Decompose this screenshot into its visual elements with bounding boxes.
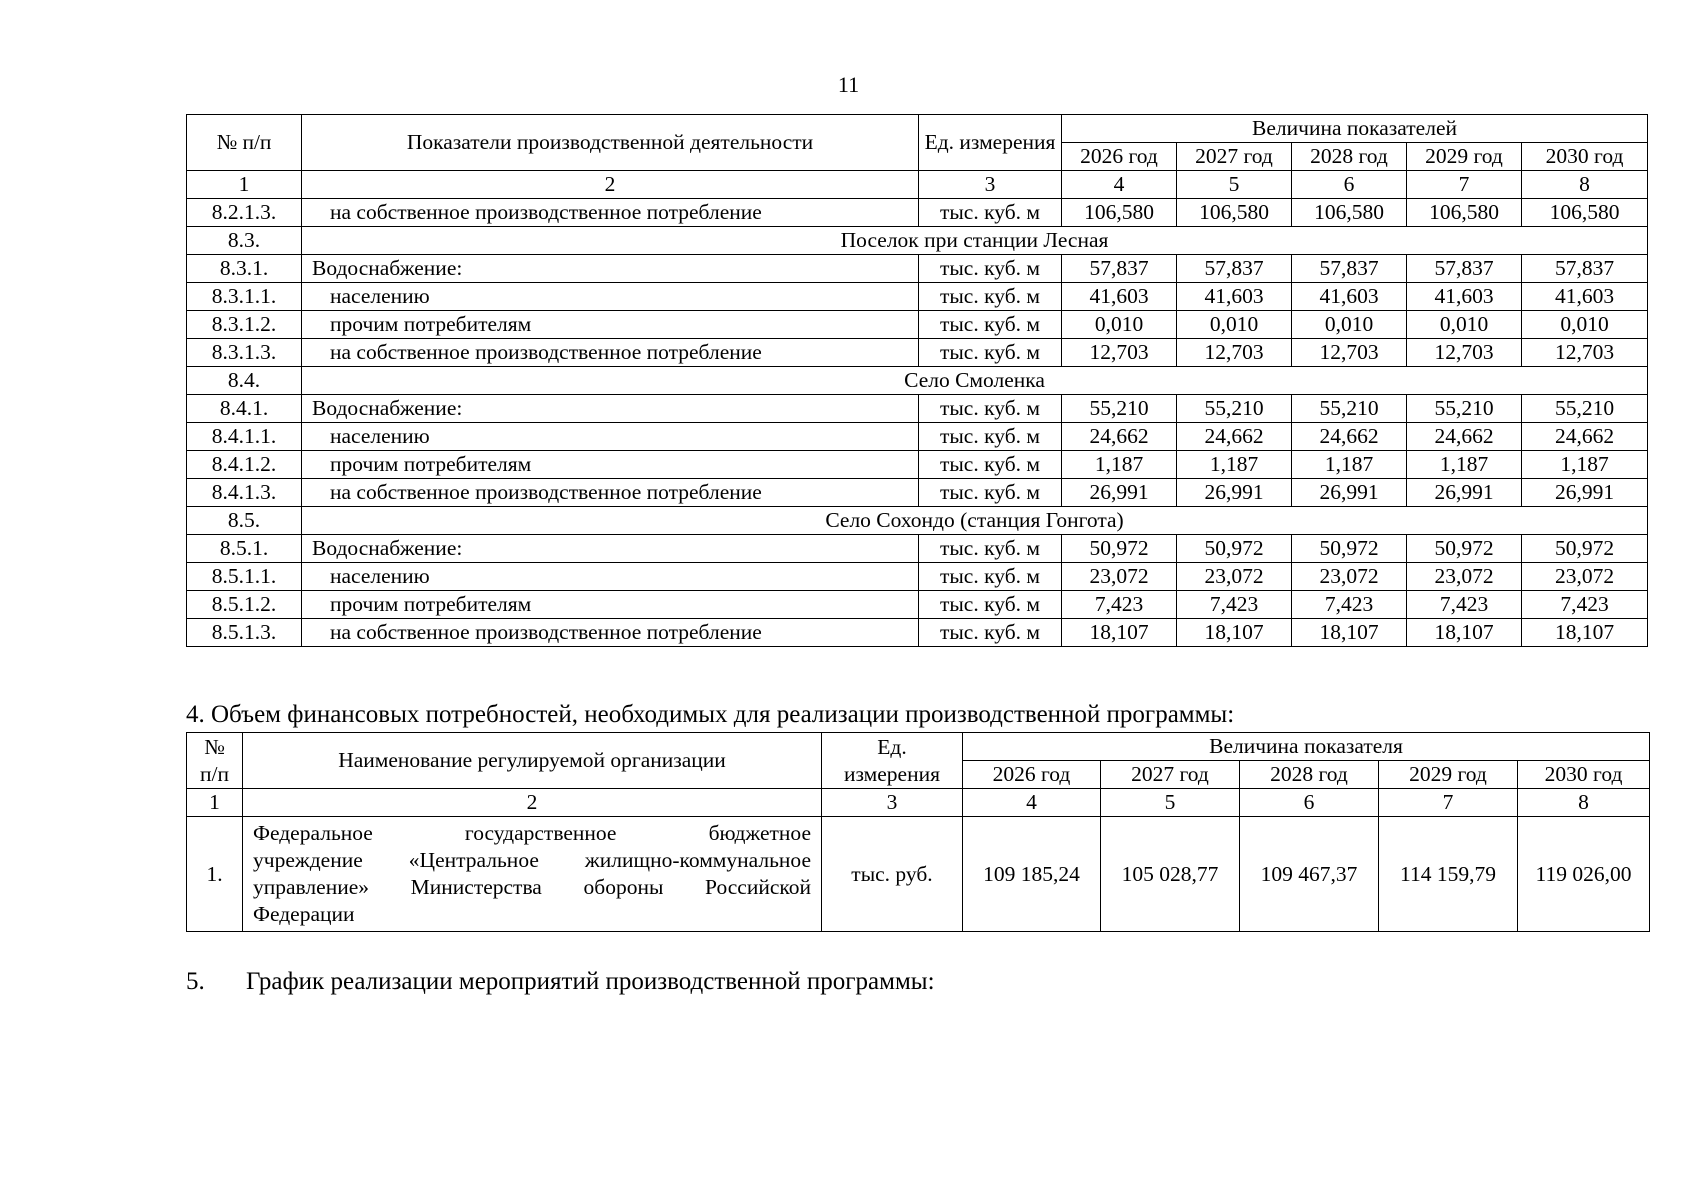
section-row (187, 507, 1648, 535)
header-indicator: Показатели производственной деятельности (302, 115, 919, 171)
section-row (187, 227, 1648, 255)
t2-header-num-line2: п/п (200, 761, 229, 786)
header-unit-text: Ед. измерения (924, 130, 1056, 154)
value-cell: 1,187 (1292, 451, 1407, 479)
header-values: Величина показателей (1062, 115, 1648, 143)
indicator-name: на собственное производственное потребление (302, 619, 919, 647)
column-number: 2 (302, 171, 919, 199)
value-cell: 41,603 (1292, 283, 1407, 311)
column-number: 7 (1407, 171, 1522, 199)
t2-row-unit: тыс. руб. (822, 817, 963, 932)
year-header: 2028 год (1292, 143, 1407, 171)
value-cell: 7,423 (1407, 591, 1522, 619)
unit: тыс. куб. м (919, 423, 1062, 451)
t2-row-value: 109 185,24 (963, 817, 1101, 932)
value-cell: 1,187 (1177, 451, 1292, 479)
value-cell: 55,210 (1177, 395, 1292, 423)
t2-header-unit-line2: измерения (843, 761, 941, 786)
section-title: Поселок при станции Лесная (302, 227, 1648, 255)
row-number: 8.5. (187, 507, 302, 535)
table-row (187, 339, 1648, 367)
org-line: управление» Министерства обороны Российской (253, 875, 811, 899)
value-cell: 41,603 (1062, 283, 1177, 311)
value-cell: 57,837 (1522, 255, 1648, 283)
unit: тыс. куб. м (919, 339, 1062, 367)
section5-heading (186, 967, 935, 997)
row-number: 8.3.1.2. (187, 311, 302, 339)
value-cell: 50,972 (1522, 535, 1648, 563)
unit: тыс. куб. м (919, 395, 1062, 423)
unit: тыс. куб. м (919, 479, 1062, 507)
value-cell: 55,210 (1062, 395, 1177, 423)
value-cell: 23,072 (1177, 563, 1292, 591)
value-cell: 50,972 (1292, 535, 1407, 563)
year-header: 2027 год (1177, 143, 1292, 171)
value-cell: 18,107 (1062, 619, 1177, 647)
table-row (187, 563, 1648, 591)
year-header: 2029 год (1407, 143, 1522, 171)
value-cell: 7,423 (1522, 591, 1648, 619)
t2-row-num: 1. (187, 817, 243, 932)
year-header: 2030 год (1518, 761, 1650, 789)
value-cell: 7,423 (1292, 591, 1407, 619)
t2-row-org (243, 817, 822, 932)
unit: тыс. куб. м (919, 199, 1062, 227)
column-number: 8 (1522, 171, 1648, 199)
unit: тыс. куб. м (919, 255, 1062, 283)
value-cell: 24,662 (1292, 423, 1407, 451)
value-cell: 55,210 (1522, 395, 1648, 423)
value-cell: 18,107 (1177, 619, 1292, 647)
t2-header-unit (822, 733, 963, 789)
production-indicators-table (186, 114, 1648, 647)
value-cell: 55,210 (1407, 395, 1522, 423)
row-number: 8.5.1.1. (187, 563, 302, 591)
indicator-name: Водоснабжение: (302, 535, 919, 563)
row-number: 8.3. (187, 227, 302, 255)
t2-header-org: Наименование регулируемой организации (243, 733, 822, 789)
indicator-name: на собственное производственное потребление (302, 339, 919, 367)
table-row (187, 423, 1648, 451)
value-cell: 23,072 (1062, 563, 1177, 591)
row-number: 8.4.1.2. (187, 451, 302, 479)
page-number: 11 (837, 72, 860, 97)
header-num: № п/п (187, 115, 302, 171)
row-number: 8.3.1.1. (187, 283, 302, 311)
table-row (187, 311, 1648, 339)
unit: тыс. куб. м (919, 283, 1062, 311)
year-header: 2028 год (1240, 761, 1379, 789)
indicator-name: на собственное производственное потребление (302, 199, 919, 227)
value-cell: 12,703 (1062, 339, 1177, 367)
column-number: 4 (1062, 171, 1177, 199)
value-cell: 41,603 (1407, 283, 1522, 311)
value-cell: 26,991 (1292, 479, 1407, 507)
org-line: учреждение «Центральное жилищно-коммунальное (253, 848, 811, 872)
value-cell: 26,991 (1407, 479, 1522, 507)
value-cell: 0,010 (1407, 311, 1522, 339)
row-number: 8.5.1. (187, 535, 302, 563)
value-cell: 12,703 (1177, 339, 1292, 367)
column-number: 1 (187, 171, 302, 199)
column-number: 5 (1177, 171, 1292, 199)
value-cell: 106,580 (1062, 199, 1177, 227)
table-row (187, 395, 1648, 423)
header-unit (919, 115, 1062, 171)
section-title: Село Сохондо (станция Гонгота) (302, 507, 1648, 535)
value-cell: 26,991 (1062, 479, 1177, 507)
unit: тыс. куб. м (919, 591, 1062, 619)
value-cell: 12,703 (1407, 339, 1522, 367)
unit: тыс. куб. м (919, 535, 1062, 563)
table-row (187, 479, 1648, 507)
value-cell: 23,072 (1407, 563, 1522, 591)
value-cell: 24,662 (1522, 423, 1648, 451)
table-row (187, 817, 1650, 932)
value-cell: 23,072 (1522, 563, 1648, 591)
unit: тыс. куб. м (919, 311, 1062, 339)
column-number: 3 (919, 171, 1062, 199)
table-row (187, 619, 1648, 647)
value-cell: 55,210 (1292, 395, 1407, 423)
value-cell: 106,580 (1407, 199, 1522, 227)
value-cell: 106,580 (1522, 199, 1648, 227)
value-cell: 1,187 (1062, 451, 1177, 479)
year-header: 2026 год (1062, 143, 1177, 171)
value-cell: 12,703 (1522, 339, 1648, 367)
value-cell: 18,107 (1522, 619, 1648, 647)
value-cell: 0,010 (1177, 311, 1292, 339)
section5-number: 5. (186, 968, 205, 995)
value-cell: 50,972 (1177, 535, 1292, 563)
financial-needs-table (186, 732, 1650, 932)
value-cell: 57,837 (1177, 255, 1292, 283)
value-cell: 24,662 (1062, 423, 1177, 451)
t2-row-value: 114 159,79 (1379, 817, 1518, 932)
indicator-name: населению (302, 283, 919, 311)
row-number: 8.4.1.3. (187, 479, 302, 507)
t2-row-value: 105 028,77 (1101, 817, 1240, 932)
section-row (187, 367, 1648, 395)
value-cell: 106,580 (1177, 199, 1292, 227)
column-number: 6 (1292, 171, 1407, 199)
value-cell: 0,010 (1062, 311, 1177, 339)
indicator-name: на собственное производственное потребление (302, 479, 919, 507)
t2-header-num-line1: № (204, 734, 225, 759)
value-cell: 1,187 (1522, 451, 1648, 479)
column-number: 1 (187, 789, 243, 817)
row-number: 8.3.1.3. (187, 339, 302, 367)
indicator-name: населению (302, 423, 919, 451)
row-number: 8.3.1. (187, 255, 302, 283)
value-cell: 18,107 (1292, 619, 1407, 647)
column-number: 3 (822, 789, 963, 817)
value-cell: 0,010 (1292, 311, 1407, 339)
value-cell: 12,703 (1292, 339, 1407, 367)
indicator-name: прочим потребителям (302, 591, 919, 619)
section-title: Село Смоленка (302, 367, 1648, 395)
table-row (187, 255, 1648, 283)
column-number: 8 (1518, 789, 1650, 817)
section4-heading: 4. Объем финансовых потребностей, необходимых для реализации производственной программы: (186, 701, 1235, 728)
org-line: Федерации (253, 902, 355, 926)
table-row (187, 535, 1648, 563)
unit: тыс. куб. м (919, 619, 1062, 647)
row-number: 8.5.1.2. (187, 591, 302, 619)
value-cell: 24,662 (1407, 423, 1522, 451)
column-number: 5 (1101, 789, 1240, 817)
indicator-name: прочим потребителям (302, 451, 919, 479)
table-row (187, 283, 1648, 311)
value-cell: 50,972 (1062, 535, 1177, 563)
value-cell: 7,423 (1062, 591, 1177, 619)
value-cell: 41,603 (1522, 283, 1648, 311)
row-number: 8.4.1. (187, 395, 302, 423)
year-header: 2029 год (1379, 761, 1518, 789)
unit: тыс. куб. м (919, 563, 1062, 591)
column-number: 4 (963, 789, 1101, 817)
value-cell: 7,423 (1177, 591, 1292, 619)
unit: тыс. куб. м (919, 451, 1062, 479)
indicator-name: прочим потребителям (302, 311, 919, 339)
year-header: 2027 год (1101, 761, 1240, 789)
value-cell: 57,837 (1407, 255, 1522, 283)
table-row (187, 451, 1648, 479)
value-cell: 23,072 (1292, 563, 1407, 591)
t2-header-values: Величина показателя (963, 733, 1650, 761)
column-number: 2 (243, 789, 822, 817)
row-number: 8.5.1.3. (187, 619, 302, 647)
row-number: 8.2.1.3. (187, 199, 302, 227)
indicator-name: Водоснабжение: (302, 395, 919, 423)
section5-title: График реализации мероприятий производственной программы: (246, 968, 935, 995)
table-row (187, 199, 1648, 227)
value-cell: 1,187 (1407, 451, 1522, 479)
year-header: 2030 год (1522, 143, 1648, 171)
column-number: 6 (1240, 789, 1379, 817)
value-cell: 18,107 (1407, 619, 1522, 647)
org-line: Федеральное государственное бюджетное (253, 821, 811, 845)
value-cell: 26,991 (1522, 479, 1648, 507)
value-cell: 50,972 (1407, 535, 1522, 563)
value-cell: 41,603 (1177, 283, 1292, 311)
value-cell: 26,991 (1177, 479, 1292, 507)
t2-header-unit-line1: Ед. (877, 734, 907, 759)
value-cell: 106,580 (1292, 199, 1407, 227)
row-number: 8.4. (187, 367, 302, 395)
column-number: 7 (1379, 789, 1518, 817)
value-cell: 57,837 (1062, 255, 1177, 283)
row-number: 8.4.1.1. (187, 423, 302, 451)
value-cell: 24,662 (1177, 423, 1292, 451)
indicator-name: населению (302, 563, 919, 591)
t2-row-value: 119 026,00 (1518, 817, 1650, 932)
value-cell: 57,837 (1292, 255, 1407, 283)
year-header: 2026 год (963, 761, 1101, 789)
table-row (187, 591, 1648, 619)
indicator-name: Водоснабжение: (302, 255, 919, 283)
value-cell: 0,010 (1522, 311, 1648, 339)
t2-row-value: 109 467,37 (1240, 817, 1379, 932)
t2-header-num (187, 733, 243, 789)
